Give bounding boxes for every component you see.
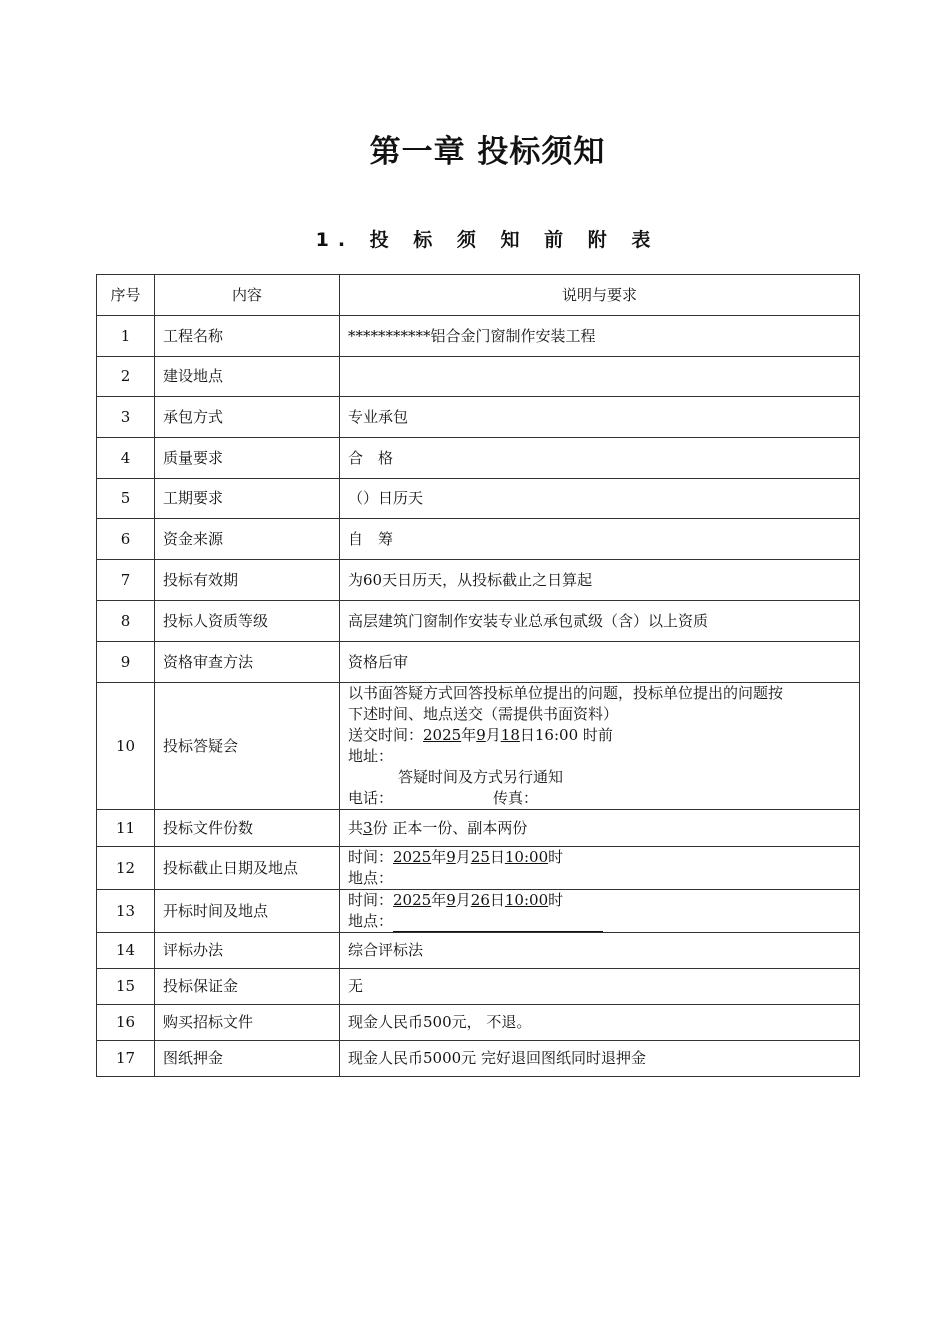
row-no: 17 [97, 1041, 155, 1077]
row-item: 承包方式 [155, 397, 340, 438]
deadline-place [348, 868, 851, 889]
row-desc: 无 [340, 969, 860, 1005]
row-item: 投标文件份数 [155, 810, 340, 847]
row-desc: 为60天日历天，从投标截止之日算起 [340, 560, 860, 601]
table-row [97, 683, 860, 810]
row-item: 工期要求 [155, 479, 340, 519]
row-no: 10 [97, 683, 155, 810]
header-desc: 说明与要求 [340, 275, 860, 316]
row-desc: ***********铝合金门窗制作安装工程 [340, 316, 860, 357]
table-row [97, 560, 860, 601]
row-no: 8 [97, 601, 155, 642]
table-row [97, 1041, 860, 1077]
copies-count: 3 [363, 818, 373, 837]
table-row [97, 357, 860, 397]
hour-unit: 时 [548, 848, 564, 866]
row-item: 资金来源 [155, 519, 340, 560]
row-no: 1 [97, 316, 155, 357]
year: 2025 [393, 891, 432, 909]
qa-month-unit: 月 [485, 726, 501, 744]
table-row [97, 438, 860, 479]
row-desc [340, 810, 860, 847]
row-item: 投标有效期 [155, 560, 340, 601]
qa-line-2: 下述时间、地点送交（需提供书面资料） [348, 705, 619, 723]
table-row [97, 890, 860, 933]
hour-unit: 时 [548, 891, 564, 909]
row-item: 投标人资质等级 [155, 601, 340, 642]
row-no: 6 [97, 519, 155, 560]
table-row [97, 810, 860, 847]
opening-time [348, 890, 851, 911]
hour: 10:00 [504, 891, 549, 909]
row-item: 开标时间及地点 [155, 890, 340, 933]
table-row [97, 601, 860, 642]
hour: 10:00 [504, 848, 549, 866]
row-no: 9 [97, 642, 155, 683]
row-item: 投标保证金 [155, 969, 340, 1005]
row-no: 16 [97, 1005, 155, 1041]
row-desc: 资格后审 [340, 642, 860, 683]
section-title: 1. 投 标 须 知 前 附 表 [315, 229, 660, 251]
row-desc: 现金人民币500元， 不退。 [340, 1005, 860, 1041]
row-item: 资格审查方法 [155, 642, 340, 683]
year-unit: 年 [431, 891, 447, 909]
table-row [97, 519, 860, 560]
row-desc: 专业承包 [340, 397, 860, 438]
day-unit: 日 [489, 891, 505, 909]
row-no: 5 [97, 479, 155, 519]
row-item: 质量要求 [155, 438, 340, 479]
day: 25 [470, 848, 490, 866]
year-unit: 年 [431, 848, 447, 866]
table-row [97, 397, 860, 438]
qa-submit-time [348, 725, 851, 746]
row-desc: 高层建筑门窗制作安装专业总承包贰级（含）以上资质 [340, 601, 860, 642]
row-desc: 现金人民币5000元 完好退回图纸同时退押金 [340, 1041, 860, 1077]
row-item: 购买招标文件 [155, 1005, 340, 1041]
qa-time: 16:00 时前 [534, 726, 613, 744]
row-desc [340, 847, 860, 890]
place-label: 地点： [348, 869, 394, 887]
copies-suffix: 份 正本一份、副本两份 [372, 818, 528, 837]
row-item: 建设地点 [155, 357, 340, 397]
row-desc [340, 683, 860, 810]
chapter-title: 第一章 投标须知 [369, 134, 606, 170]
qa-line-1: 以书面答疑方式回答投标单位提出的问题，投标单位提出的问题按 [348, 684, 784, 702]
opening-place [348, 911, 851, 932]
row-item: 工程名称 [155, 316, 340, 357]
month: 9 [446, 891, 456, 909]
qa-phone-label: 电话： [348, 789, 394, 807]
qa-month: 9 [476, 726, 486, 744]
row-item: 图纸押金 [155, 1041, 340, 1077]
deadline-time [348, 847, 851, 868]
table-header-row [97, 275, 860, 316]
row-desc [340, 890, 860, 933]
table-row [97, 316, 860, 357]
table-row [97, 933, 860, 969]
table-row [97, 479, 860, 519]
table-row [97, 969, 860, 1005]
row-desc: 综合评标法 [340, 933, 860, 969]
place-label: 地点： [348, 912, 394, 930]
qa-year-unit: 年 [461, 726, 477, 744]
row-desc [340, 357, 860, 397]
row-desc: 合 格 [340, 438, 860, 479]
row-desc: （）日历天 [340, 479, 860, 519]
copies-prefix: 共 [348, 818, 364, 837]
month-unit: 月 [455, 848, 471, 866]
row-no: 2 [97, 357, 155, 397]
year: 2025 [393, 848, 432, 866]
time-label: 时间： [348, 891, 394, 909]
header-content: 内容 [155, 275, 340, 316]
row-no: 7 [97, 560, 155, 601]
qa-day: 18 [500, 726, 520, 744]
row-no: 14 [97, 933, 155, 969]
qa-year: 2025 [423, 726, 462, 744]
row-no: 4 [97, 438, 155, 479]
bid-notice-table [96, 274, 860, 1077]
qa-fax-label: 传真： [493, 789, 539, 807]
month-unit: 月 [455, 891, 471, 909]
month: 9 [446, 848, 456, 866]
row-no: 3 [97, 397, 155, 438]
row-no: 15 [97, 969, 155, 1005]
time-label: 时间： [348, 848, 394, 866]
row-item: 投标截止日期及地点 [155, 847, 340, 890]
header-no: 序号 [97, 275, 155, 316]
day-unit: 日 [489, 848, 505, 866]
table-row [97, 642, 860, 683]
qa-notice: 答疑时间及方式另行通知 [398, 768, 564, 786]
table-row [97, 1005, 860, 1041]
table-row [97, 847, 860, 890]
day: 26 [470, 891, 490, 909]
row-no: 11 [97, 810, 155, 847]
qa-address-label: 地址： [348, 747, 394, 765]
qa-time-label: 送交时间： [348, 726, 424, 744]
qa-day-unit: 日 [519, 726, 535, 744]
row-item: 评标办法 [155, 933, 340, 969]
row-item: 投标答疑会 [155, 683, 340, 810]
place-blank [393, 915, 603, 932]
qa-contact [348, 788, 851, 809]
row-no: 12 [97, 847, 155, 890]
row-desc: 自 筹 [340, 519, 860, 560]
row-no: 13 [97, 890, 155, 933]
